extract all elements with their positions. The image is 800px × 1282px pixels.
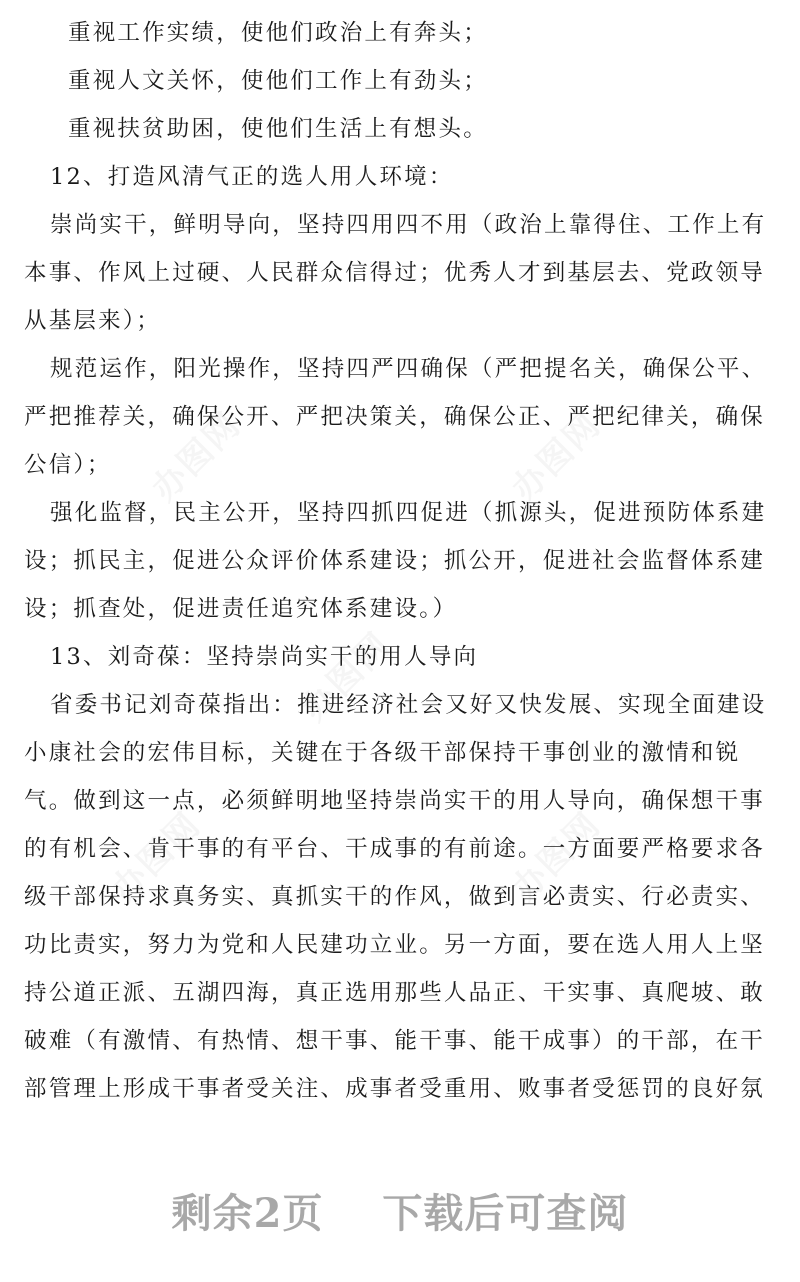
text-line: 部管理上形成干事者受关注、成事者受重用、败事者受惩罚的良好氛	[24, 1076, 766, 1102]
text-line: 崇尚实干，鲜明导向，坚持四用四不用（政治上靠得住、工作上有	[50, 212, 767, 238]
text-line: 从基层来）；	[24, 308, 161, 334]
download-to-view-label: 下载后可查阅	[382, 1190, 629, 1237]
text-line: 设；抓民主，促进公众评价体系建设；抓公开，促进社会监督体系建	[24, 548, 766, 574]
watermark: 办图网	[504, 404, 609, 510]
text-line: 规范运作，阳光操作，坚持四严四确保（严把提名关，确保公平、	[50, 356, 767, 382]
section-heading: 12、打造风清气正的选人用人环境：	[50, 164, 454, 190]
text-line: 的有机会、肯干事的有平台、干成事的有前途。一方面要严格要求各	[24, 836, 766, 862]
text-line: 气。做到这一点，必须鲜明地坚持崇尚实干的用人导向，确保想干事	[24, 788, 766, 814]
text-line: 省委书记刘奇葆指出：推进经济社会又好又快发展、实现全面建设	[50, 692, 767, 718]
text-line: 级干部保持求真务实、真抓实干的作风，做到言必责实、行必责实、	[24, 884, 766, 910]
text-line: 重视工作实绩，使他们政治上有奔头；	[68, 20, 488, 46]
text-line: 设；抓查处，促进责任追究体系建设。）	[24, 596, 458, 622]
text-line: 功比责实，努力为党和人民建功立业。另一方面，要在选人用人上坚	[24, 932, 766, 958]
watermark: 办图网	[504, 804, 609, 910]
text-line: 持公道正派、五湖四海，真正选用那些人品正、干实事、真爬坡、敢	[24, 980, 766, 1006]
text-line: 重视人文关怀，使他们工作上有劲头；	[68, 68, 488, 94]
text-line: 公信）；	[24, 452, 112, 478]
text-line: 本事、作风上过硬、人民群众信得过；优秀人才到基层去、党政领导	[24, 260, 766, 286]
remaining-pages-label: 剩余2页	[171, 1190, 324, 1237]
text-line: 重视扶贫助困，使他们生活上有想头。	[68, 116, 488, 142]
text-line: 破难（有激情、有热情、想干事、能干事、能干成事）的干部，在干	[24, 1028, 766, 1054]
text-line: 严把推荐关，确保公开、严把决策关，确保公正、严把纪律关，确保	[24, 404, 766, 430]
download-prompt[interactable]	[0, 1182, 800, 1239]
section-heading: 13、刘奇葆：坚持崇尚实干的用人导向	[50, 644, 479, 670]
text-line: 小康社会的宏伟目标，关键在于各级干部保持干事创业的激情和锐	[24, 740, 741, 766]
text-line: 强化监督，民主公开，坚持四抓四促进（抓源头，促进预防体系建	[50, 500, 767, 526]
watermark: 办图网	[104, 804, 209, 910]
watermark: 办图网	[144, 404, 249, 510]
watermark: 办图网	[294, 624, 399, 730]
